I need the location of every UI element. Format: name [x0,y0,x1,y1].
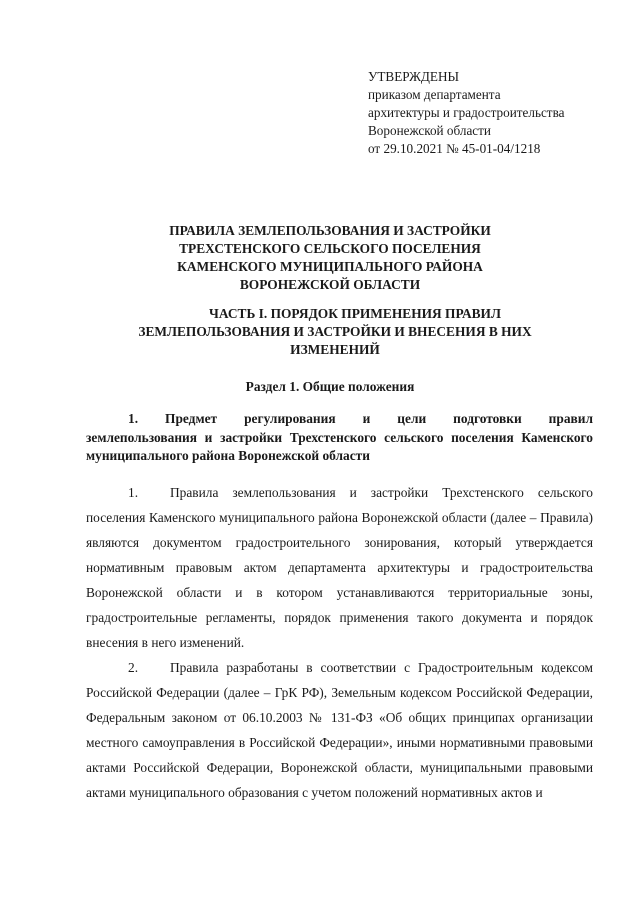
title-line: ВОРОНЕЖСКОЙ ОБЛАСТИ [239,277,421,292]
approval-line: приказом департамента [368,87,501,102]
approval-line: Воронежской области [368,123,491,138]
approval-stamp [368,68,618,158]
approval-line: архитектуры и градостроительства [368,105,565,120]
part-title [70,305,600,359]
part-title-line: ЧАСТЬ I. ПОРЯДОК ПРИМЕНЕНИЯ ПРАВИЛ [209,306,501,321]
approval-line: от 29.10.2021 № 45-01-04/1218 [368,141,541,156]
title-line: КАМЕНСКОГО МУНИЦИПАЛЬНОГО РАЙОНА [177,259,483,274]
article-heading [86,410,593,466]
article-heading-rest: землепользования и застройки Трехстенского сельского поселения Каменского муниципального района Воронежской области [86,429,593,463]
title-line: ТРЕХСТЕНСКОГО СЕЛЬСКОГО ПОСЕЛЕНИЯ [179,241,481,256]
paragraph-text: Правила разработаны в соответствии с Градостроительным кодексом Российской Федерации (далее – ГрК РФ), Земельным кодексом Российской Федерации, Федеральным законом от 06.10.2003 № 131-ФЗ «Об общих принципах организации местного самоуправления в Российской Федерации», иными нормативными правовыми актами Российской Федерации, Воронежской области, муниципальными правовыми актами муниципального образования с учетом положений нормативных актов и [86,660,593,800]
document-title [60,222,600,294]
paragraph-1 [86,480,593,655]
paragraph-text: Правила землепользования и застройки Трехстенского сельского поселения Каменского муниципального района Воронежской области (далее – Правила) являются документом градостроительного зонирования, который утверждается нормативным правовым актом департамента архитектуры и градостроительства Воронежской области и в котором устанавливаются территориальные зоны, градостроительные регламенты, порядок применения такого документа и порядок внесения в него изменений. [86,485,593,650]
paragraph-number: 2. [128,660,139,675]
part-title-line: ЗЕМЛЕПОЛЬЗОВАНИЯ И ЗАСТРОЙКИ И ВНЕСЕНИЯ В НИХ [138,324,532,339]
article-heading-first-line: 1. Предмет регулирования и цели подготовки правил [128,411,593,426]
part-title-line: ИЗМЕНЕНИЙ [290,342,380,357]
paragraph-number: 1. [128,485,139,500]
title-line: ПРАВИЛА ЗЕМЛЕПОЛЬЗОВАНИЯ И ЗАСТРОЙКИ [169,223,491,238]
paragraph-2 [86,655,593,805]
approval-line: УТВЕРЖДЕНЫ [368,69,460,84]
section-title: Раздел 1. Общие положения [245,379,415,394]
